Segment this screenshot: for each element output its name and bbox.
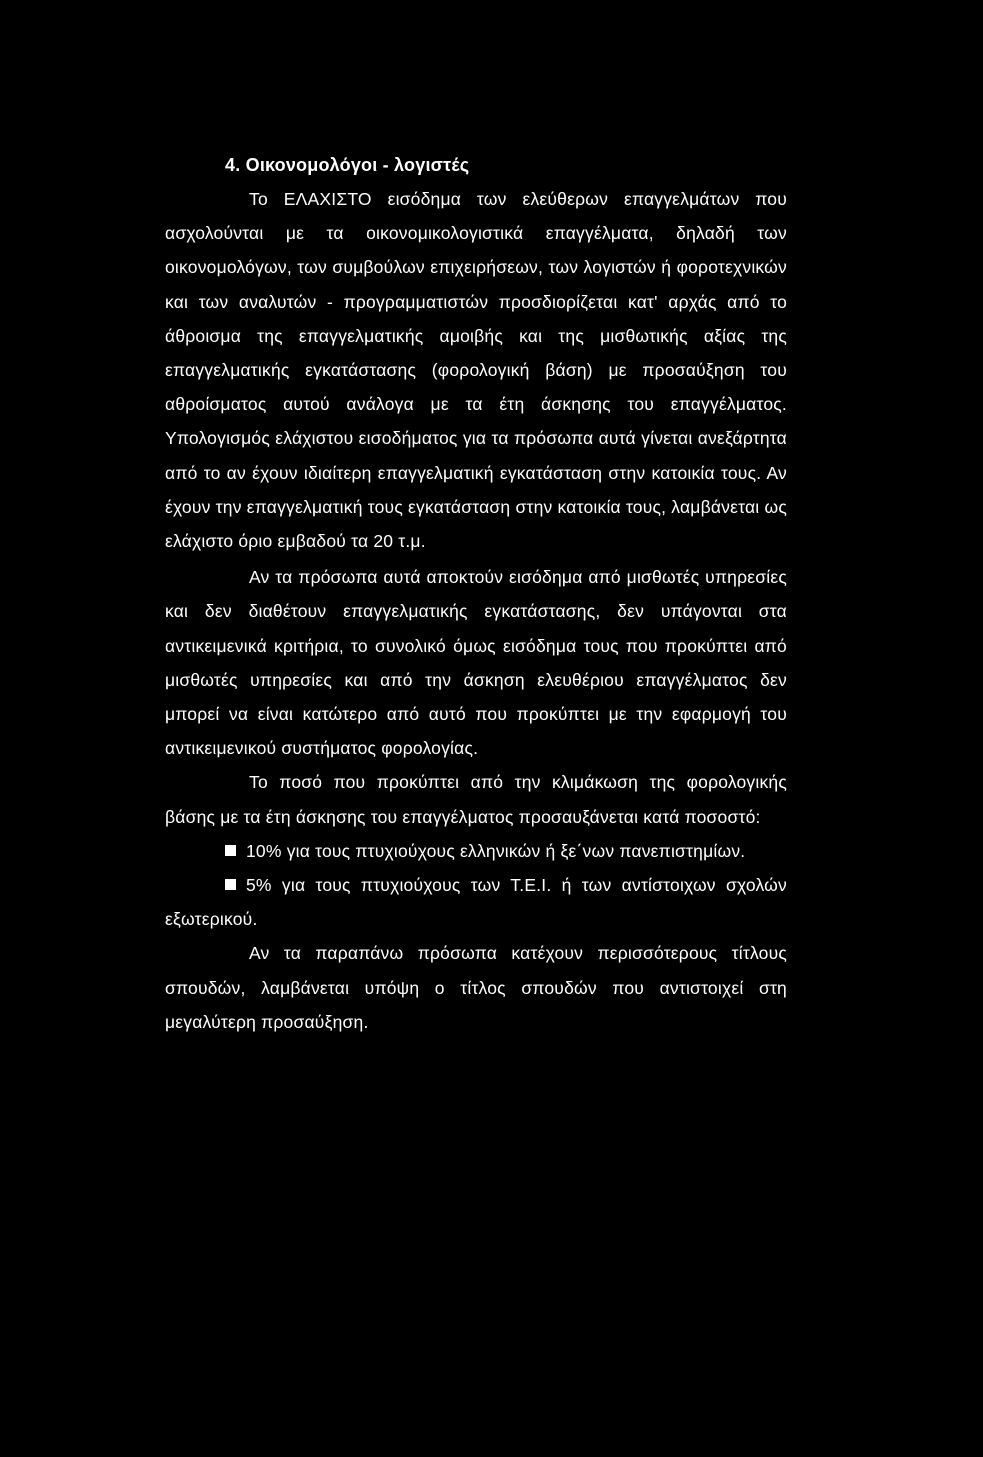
square-bullet-icon [225, 879, 236, 890]
paragraph-increase-percentage: Το ποσό που προκύπτει από την κλιμάκωση της φορολογικής βάσης με τα έτη άσκησης του επαγγέλματος προσαυξάνεται κατά ποσοστό: [165, 772, 787, 827]
square-bullet-icon [225, 845, 236, 856]
document-page [165, 148, 787, 1039]
list-item-text: 5% για τους πτυχιούχους των Τ.Ε.Ι. ή των αντίστοιχων σχολών εξωτερικού. [165, 875, 787, 930]
paragraph-minimum-income: Το ΕΛΑΧΙΣΤΟ εισόδημα των ελεύθερων επαγγελμάτων που ασχολούνται με τα οικονομικολογιστικά επαγγέλματα, δηλαδή των οικονομολόγων, των συμβούλων επιχειρήσεων, των λογιστών ή φοροτεχνικών και των αναλυτών - προγραμματιστών προσδιορίζεται κατ' αρχάς από το άθροισμα της επαγγελματικής αμοιβής και της μισθωτικής αξίας της επαγγελματικής εγκατάστασης (φορολογική βάση) με προσαύξηση του αθροίσματος αυτού ανάλογα με τα έτη άσκησης του επαγγέλματος. Υπολογισμός ελάχιστου εισοδήματος για τα πρόσωπα αυτά γίνεται ανεξάρτητα από το αν έχουν ιδιαίτερη επαγγελματική εγκατάσταση στην κατοικία τους. Αν έχουν την επαγγελματική τους εγκατάσταση στην κατοικία τους, λαμβάνεται ως ελάχιστο όριο εμβαδού τα 20 τ.μ. [165, 189, 787, 552]
paragraph-multiple-degrees: Αν τα παραπάνω πρόσωπα κατέχουν περισσότερους τίτλους σπουδών, λαμβάνεται υπόψη ο τίτλος σπουδών που αντιστοιχεί στη μεγαλύτερη προσαύξηση. [165, 943, 787, 1032]
list-item-text: 10% για τους πτυχιούχους ελληνικών ή ξε΄νων πανεπιστημίων. [246, 840, 746, 861]
list-item-tei-graduates [165, 868, 787, 936]
section-heading: 4. Οικονομολόγοι - λογιστές [225, 155, 470, 175]
list-item-university-graduates [165, 834, 787, 868]
paragraph-salaried-services: Αν τα πρόσωπα αυτά αποκτούν εισόδημα από μισθωτές υπηρεσίες και δεν διαθέτουν επαγγελματικής εγκατάστασης, δεν υπάγονται στα αντικειμενικά κριτήρια, το συνολικό όμως εισόδημα τους που προκύπτει από μισθωτές υπηρεσίες και από την άσκηση ελευθέριου επαγγέλματος δεν μπορεί να είναι κατώτερο από αυτό που προκύπτει με την εφαρμογή του αντικειμενικού συστήματος φορολογίας. [165, 567, 787, 759]
